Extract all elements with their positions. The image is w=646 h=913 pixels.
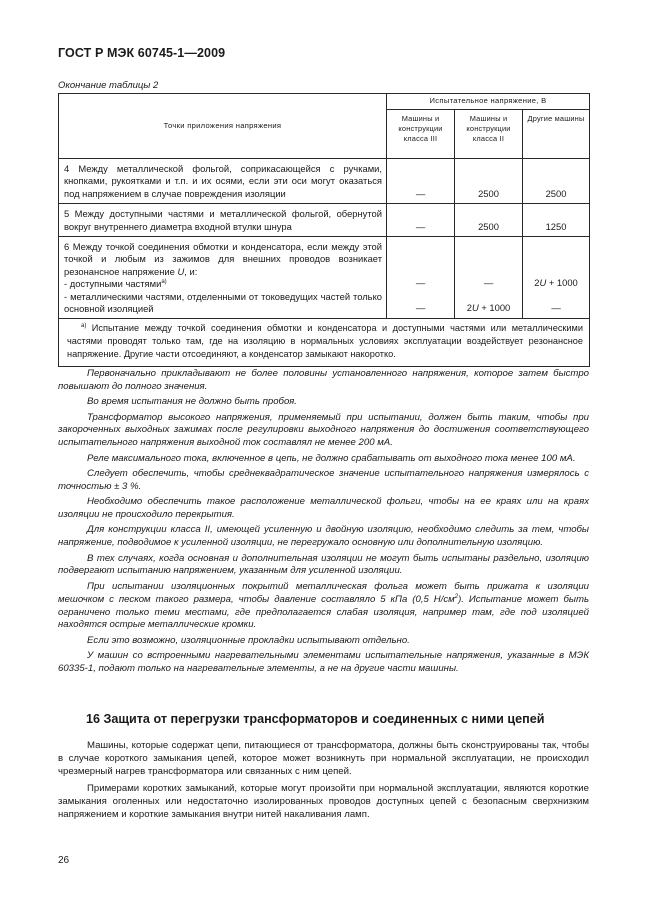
row-4-class3: —	[387, 159, 455, 204]
row-4-class2: 2500	[455, 159, 523, 204]
test-voltage-table	[58, 93, 590, 367]
table-footnote: $^{а)}$ Испытание между точкой соединения обмотки и конденсатора и доступными частями или металлическими частями проводят только там, где на изоляцию в нормальных условиях эксплуатации воздействует резонансное напряжение. Другие части отсоединяют, а конденсатор замыкают накоротко.	[59, 319, 590, 367]
page-number: 26	[58, 855, 70, 866]
paragraph: У машин со встроенными нагревательными элементами испытательные напряжения, указанные в МЭК 60335-1, подают только на нагревательные элементы, а не на другие части машины.	[58, 650, 589, 674]
section-16-text	[58, 740, 589, 825]
table-row	[59, 159, 590, 204]
col-header-class3: Машины и конструкции класса III	[387, 110, 455, 159]
paragraph: Следует обеспечить, чтобы среднеквадратическое значение испытательного напряжения измерялось с точностью ± 3 %.	[58, 467, 589, 492]
row-6-class3: — —	[387, 237, 455, 319]
paragraph: Реле максимального тока, включенное в цепь, не должно срабатывать от выходного тока менее 100 мА.	[87, 452, 576, 464]
row-6-other: 2U + 1000 —	[523, 237, 590, 319]
paragraph: Машины, которые содержат цепи, питающиеся от трансформатора, должны быть сконструированы так, чтобы в случае короткого замыкания цепей, которое может возникнуть при нормальной эксплуатации, не происходил чрезмерный нагрев трансформатора или связанных с ним цепей.	[58, 740, 589, 777]
col-header-class2: Машины и конструкции класса II	[455, 110, 523, 159]
standard-header: ГОСТ Р МЭК 60745-1—2009	[58, 46, 226, 60]
row-5-other: 1250	[523, 204, 590, 237]
paragraph: Если это возможно, изоляционные прокладки испытывают отдельно.	[87, 634, 410, 646]
row-4-text: 4 Между металлической фольгой, соприкасающейся с ручками, кнопками, рукоятками и т.п. и их осями, если эти оси могут оказаться под напряжением в случае повреждения изоляции	[59, 159, 387, 204]
paragraph: Во время испытания не должно быть пробоя.	[87, 396, 297, 408]
row-5-text: 5 Между доступными частями и металлической фольгой, обернутой вокруг внутреннего диаметра входной втулки шнура	[59, 204, 387, 237]
paragraph: При испытании изоляционных покрытий металлическая фольга может быть прижата к изоляции мешочком с песком такого размера, чтобы давление составляло 5 кПа (0,5 $Н/см^2$). Испытание может быть ограничено только теми местами, где предполагается слабая изоляция, например там, где под изоляцией находятся острые металлические кромки.	[58, 580, 589, 631]
paragraph: Для конструкции класса II, имеющей усиленную и двойную изоляцию, необходимо следить за тем, чтобы напряжение, подводимое к усиленной изоляции, не перегружало основную или дополнительную изоляцию.	[58, 524, 589, 549]
table-footnote-row	[59, 319, 590, 367]
paragraph: В тех случаях, когда основная и дополнительная изоляции не могут быть испытаны раздельно, изоляцию подвергают испытанию напряжением, указанным для усиленной изоляции.	[58, 552, 589, 577]
row-4-other: 2500	[523, 159, 590, 204]
test-procedure-text	[58, 368, 589, 678]
table-row	[59, 237, 590, 319]
paragraph: Трансформатор высокого напряжения, применяемый при испытании, должен быть таким, чтобы при закороченных выходных зажимах после регулировки выходного напряжения до достижения соответствующего испытательного напряжения выходной ток составлял не менее 200 мА.	[58, 411, 589, 449]
table-row	[59, 204, 590, 237]
row-6-class2: — 2U + 1000	[455, 237, 523, 319]
section-16-heading: 16 Защита от перегрузки трансформаторов и соединенных с ними цепей	[86, 712, 545, 726]
row-5-class3: —	[387, 204, 455, 237]
paragraph: Первоначально прикладывают не более половины установленного напряжения, которое затем быстро повышают до полного значения.	[58, 368, 589, 392]
col-header-points: Точки приложения напряжения	[59, 94, 387, 159]
row-6-text: 6 Между точкой соединения обмотки и конденсатора, если между этой точкой и любым из зажимов для внешних проводов возникает резонансное напряжение U, и: - доступными частями$^{а)}$ - металлическими частями, отделенными от токоведущих частей только основной изоляцией	[59, 237, 387, 319]
table-caption: Окончание таблицы 2	[58, 80, 159, 91]
col-header-test-voltage: Испытательное напряжение, В	[387, 94, 590, 110]
paragraph: Примерами коротких замыканий, которые могут произойти при нормальной эксплуатации, являются короткие замыкания оголенных или недостаточно изолированных проводов доступных цепей с безопасным сверхнизким напряжением и короткие замыкания внутри нитей накаливания ламп.	[58, 782, 589, 820]
col-header-other: Другие машины	[523, 110, 590, 159]
row-5-class2: 2500	[455, 204, 523, 237]
paragraph: Необходимо обеспечить такое расположение металлической фольги, чтобы на ее краях или на краях изоляции не происходило перекрытия.	[58, 496, 589, 521]
